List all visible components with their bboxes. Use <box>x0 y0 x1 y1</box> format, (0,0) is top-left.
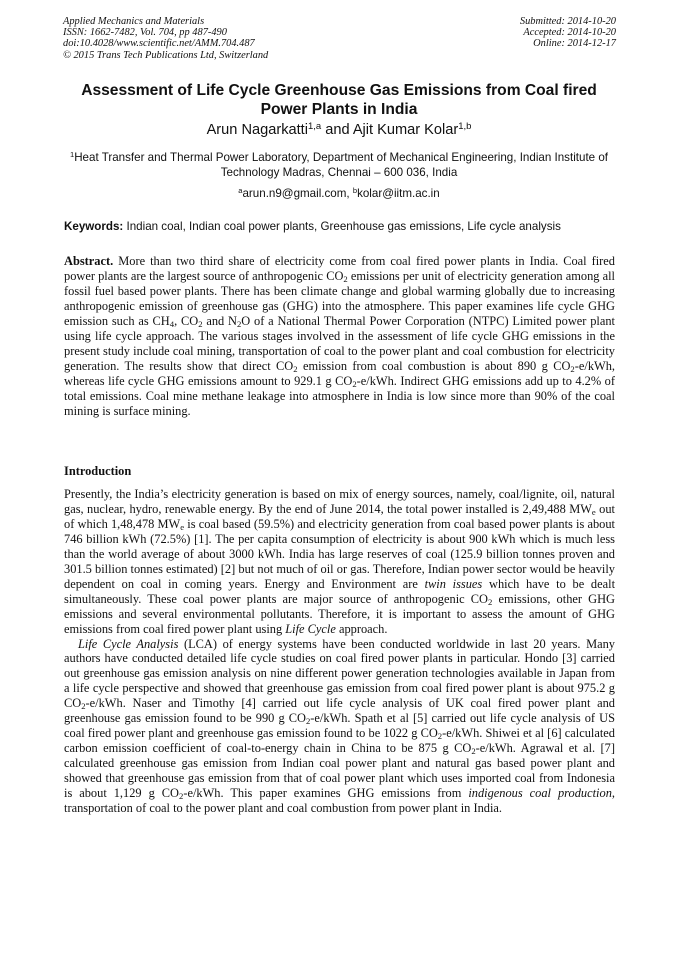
journal-copyright: © 2015 Trans Tech Publications Ltd, Switzerland <box>63 49 269 61</box>
affiliation-mark: 1 <box>69 149 75 159</box>
abstract-text: More than two third share of electricity come from coal fired power plants in India. Coal fired power plants are the largest source of anthropogenic CO <box>64 254 615 283</box>
italic-term: Life Cycle Analysis <box>78 636 179 651</box>
accepted-date: Accepted: 2014-10-20 <box>523 27 616 39</box>
email-address: kolar@iitm.ac.in <box>357 187 440 200</box>
author-affiliation-mark: 1,b <box>458 120 472 132</box>
italic-term: Life Cycle <box>285 621 336 636</box>
affiliation-text: Heat Transfer and Thermal Power Laboratory, Department of Mechanical Engineering, Indian Institute of Technology Madras, Chennai – 600 036, India <box>74 151 609 179</box>
email-separator: , <box>346 187 353 200</box>
subscript: 2 <box>487 596 493 607</box>
paragraph-text: -e/kWh. Agrawal et al. [7] calculated greenhouse gas emission from Indian coal power plant and natural gas based power plant and showed that greenhouse gas emission from that of coal power plant which uses imported coal from Indonesia is about 1,129 g CO <box>64 741 616 801</box>
abstract-text: -e/kWh. Indirect GHG emissions add up to 4.2% of total emissions. Coal mine methane leakage into atmosphere in India is low since more than 90% of the coal mining is surface mining. <box>64 373 615 418</box>
paragraph-text: emissions, other GHG emissions and several environmental pollutants. Therefore, it is important to assess the amount of GHG emissions from coal fired power plant using <box>64 591 615 636</box>
abstract-text: -e/kWh, whereas life cycle GHG emissions amount to 929.1 g CO <box>64 358 616 388</box>
journal-name: Applied Mechanics and Materials <box>63 16 205 27</box>
journal-info <box>63 16 268 61</box>
paragraph <box>64 487 615 637</box>
paragraph-text: -e/kWh. This paper examines GHG emissions from <box>183 786 469 801</box>
email-mark: a <box>238 185 243 195</box>
paragraph-text: -e/kWh. Naser and Timothy [4] carried out life cycle analysis of UK coal fired power plant and greenhouse gas emission found to be 990 g CO <box>64 696 615 726</box>
abstract-text: emission from coal combustion is about 890 g CO <box>297 358 571 373</box>
paragraph <box>64 637 615 816</box>
email-address: arun.n9@gmail.com <box>242 187 347 200</box>
paper-title: Assessment of Life Cycle Greenhouse Gas Emissions from Coal fired Power Plants in India <box>81 82 597 118</box>
author-affiliation-mark: 1,a <box>307 120 322 132</box>
subscript: 2 <box>570 363 575 374</box>
subscript: e <box>591 507 596 518</box>
abstract-text: and N <box>202 313 237 328</box>
subscript: 2 <box>471 746 476 757</box>
subscript: 2 <box>178 791 184 802</box>
author-name: Ajit Kumar Kolar <box>352 122 459 138</box>
author-line <box>60 121 618 139</box>
keywords-label: Keywords: <box>64 220 124 233</box>
abstract-text: O of a National Thermal Power Corporation (NTPC) Limited power plant using life cycle approach. The various stages involved in the assessment of life cycle GHG emissions in the present study include coal mining, transportation of coal to the power plant and coal combustion for electricity generation. The results show that direct CO <box>64 313 615 373</box>
journal-doi: doi:10.4028/www.scientific.net/AMM.704.487 <box>63 38 255 50</box>
subscript: 2 <box>352 378 357 389</box>
subscript: 2 <box>293 363 298 374</box>
subscript: 2 <box>437 731 443 742</box>
submitted-date: Submitted: 2014-10-20 <box>519 16 616 27</box>
italic-term: twin issues <box>424 576 483 591</box>
abstract-text: , CO <box>174 313 199 328</box>
subscript: 4 <box>169 318 175 329</box>
subscript: 2 <box>305 716 311 727</box>
journal-issn: ISSN: 1662-7482, Vol. 704, pp 487-490 <box>63 27 227 39</box>
author-name: Arun Nagarkatti <box>206 122 308 138</box>
paragraph-text: is coal based (59.5%) and electricity generation from coal based power plants is about 746 billion kWh (72.5%) [1]. The per capita consumption of electricity is about 900 kWh which is much less than the world average of about 3000 kWh. India has large reserves of coal (125.9 billion tonnes proven and 301.5 billion tonnes estimated) [2] but not much of oil or gas. Therefore, Indian power sector would be heavily dependent on coal in coming years. Energy and Environment are <box>64 516 615 591</box>
paragraph-text: -e/kWh. Shiwei et al [6] calculated carbon emission coefficient of coal-to-energy chain in China to be 875 g CO <box>64 726 615 756</box>
paragraph-text: -e/kWh. Spath et al [5] carried out life cycle analysis of US coal fired power plant and greenhouse gas emission found to be 1022 g CO <box>64 711 615 741</box>
abstract-label: Abstract. <box>64 254 114 268</box>
introduction-body <box>64 487 615 816</box>
subscript: e <box>180 522 185 533</box>
email-mark: b <box>352 185 358 195</box>
paragraph-text: (LCA) of energy systems have been conducted worldwide in last 20 years. Many authors have conducted detailed life cycle studies on coal fired power plants in particular. Hondo [3] carried out greenhouse gas emission analysis on nine different power generation technologies available in Japan from a life cycle perspective and showed that greenhouse gas emission from coal fired power plant is about 975.2 g CO <box>64 636 615 711</box>
italic-term: indigenous coal production <box>468 786 612 801</box>
subscript: 2 <box>343 274 348 285</box>
author-separator: and <box>321 122 353 138</box>
paragraph-text: approach. <box>335 621 388 636</box>
abstract <box>64 254 615 418</box>
paragraph-text: out of which 1,48,478 MW <box>64 501 615 531</box>
paragraph-text: which have to be dealt simultaneously. These coal power plants are major source of anthropogenic CO <box>64 576 616 606</box>
subscript: 2 <box>236 318 242 329</box>
publication-dates <box>520 16 616 50</box>
paragraph-text: , transportation of coal to the power plant and coal combustion from power plant in India. <box>64 786 615 816</box>
subscript: 2 <box>81 701 86 712</box>
affiliation <box>60 150 618 180</box>
paragraph-text: Presently, the India’s electricity generation is based on mix of energy sources, namely, coal/lignite, oil, natural gas, nuclear, hydro, renewable energy. By the end of June 2014, the total power installed is 2,49,488 MW <box>64 487 615 516</box>
keywords <box>64 219 624 234</box>
abstract-text: emissions per unit of electricity generation among all fossil fuel based power plants. There has been climate change and global warming globally due to increasing anthropogenic emission of greenhouse gas (GHG) into the atmosphere. This paper examines life cycle GHG emission such as CH <box>64 268 615 328</box>
online-date: Online: 2014-12-17 <box>533 38 616 50</box>
subscript: 2 <box>198 318 203 329</box>
section-heading-introduction: Introduction <box>64 464 132 478</box>
author-emails <box>60 186 618 201</box>
keywords-text: Indian coal, Indian coal power plants, Greenhouse gas emissions, Life cycle analysis <box>123 220 561 233</box>
